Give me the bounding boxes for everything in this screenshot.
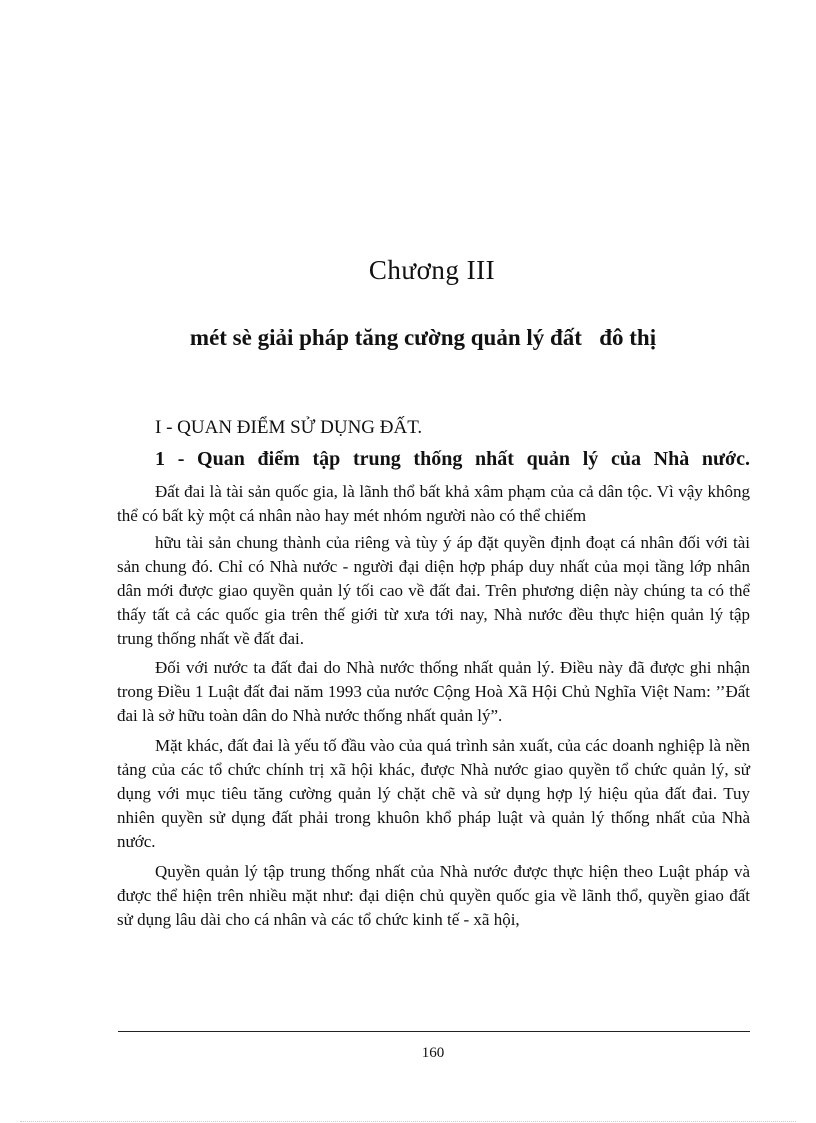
- page-bottom-border: [20, 1121, 796, 1122]
- paragraph: hữu tài sản chung thành của riêng và tùy ý áp đặt quyền định đoạt cá nhân đối với tài sản chung đó. Chỉ có Nhà nước - người đại diện hợp pháp duy nhất của mọi tầng lớp nhân dân mới được giao quyền quản lý tối cao về đất đai. Trên phương diện này chúng ta có thể thấy tất cả các quốc gia trên thế giới từ xưa tới nay, Nhà nước đều thực hiện quản lý tập trung thống nhất về đất đai.: [117, 533, 750, 648]
- paragraph: Đối với nước ta đất đai do Nhà nước thống nhất quản lý. Điều này đã được ghi nhận trong Điều 1 Luật đất đai năm 1993 của nước Cộng Hoà Xã Hội Chủ Nghĩa Việt Nam: ’’Đất đai là sở hữu toàn dân do Nhà nước thống nhất quản lý”.: [117, 658, 750, 725]
- chapter-subtitle: mét sè giải pháp tăng cường quản lý đất đô thị: [189, 325, 657, 350]
- subsection-heading: 1 - Quan điểm tập trung thống nhất quản lý của Nhà nước.: [155, 448, 750, 470]
- section-heading: I - QUAN ĐIỂM SỬ DỤNG ĐẤT.: [155, 417, 423, 438]
- paragraph: Mặt khác, đất đai là yếu tố đầu vào của quá trình sản xuất, của các doanh nghiệp là nền tảng của các tổ chức chính trị xã hội khác, được Nhà nước giao quyền tổ chức quản lý, sử dụng với mục tiêu tăng cường quản lý chặt chẽ và sử dụng hợp lý hiệu qủa đất đai. Tuy nhiên quyền sử dụng đất phải trong khuôn khổ pháp luật và quản lý thống nhất của Nhà nước.: [117, 736, 750, 851]
- chapter-title: Chương III: [368, 255, 496, 285]
- footer-divider: [118, 1031, 750, 1032]
- paragraph: Đất đai là tài sản quốc gia, là lãnh thổ bất khả xâm phạm của cả dân tộc. Vì vậy không thể có bất kỳ một cá nhân nào hay mét nhóm người nào có thể chiếm: [117, 482, 750, 525]
- paragraph: Quyền quản lý tập trung thống nhất của Nhà nước được thực hiện theo Luật pháp và được thể hiện trên nhiều mặt như: đại diện chủ quyền quốc gia về lãnh thổ, quyền giao đất sử dụng lâu dài cho cá nhân và các tổ chức kinh tế - xã hội,: [117, 862, 750, 929]
- page-number: 160: [421, 1045, 445, 1061]
